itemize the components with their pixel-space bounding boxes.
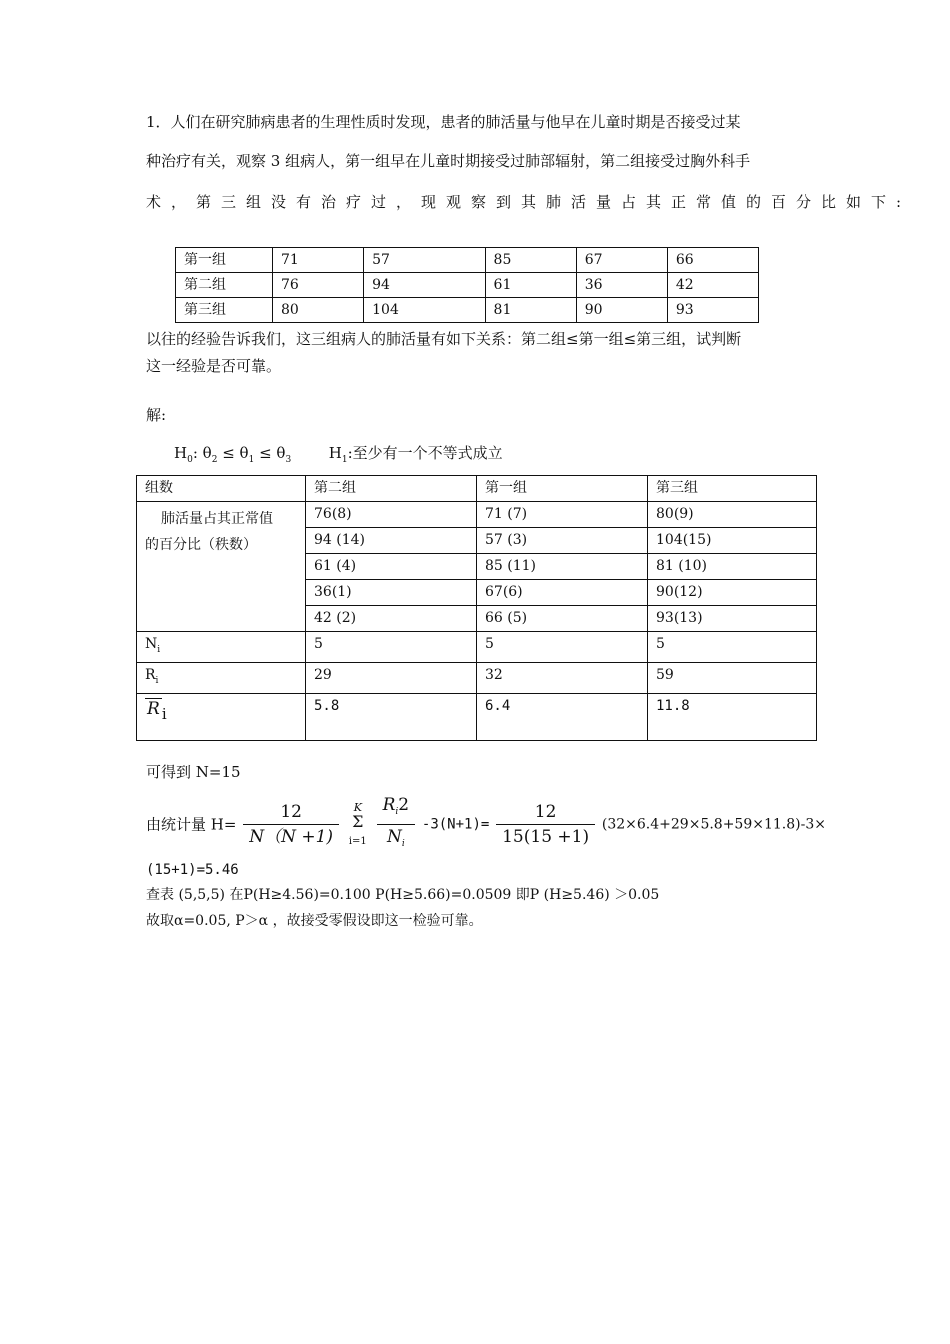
table-cell: 67 [576,248,667,273]
rbar-label-cell [137,694,306,741]
hypothesis-line [174,442,503,465]
table-cell: 5 [477,632,648,663]
table-cell: 76 [273,273,364,298]
problem-line-3: 术，第三组没有治疗过，现观察到其肺活量占其正常值的百分比如下: [146,193,912,211]
n-label: N [145,636,158,652]
fraction-3-numerator: 12 [496,800,595,825]
header-cell: 组数 [137,476,306,502]
table-row [176,248,759,273]
problem-line-2: 种治疗有关，观察 3 组病人，第一组早在儿童时期接受过肺部辐射，第二组接受过胸外科手 [146,152,751,170]
rbar-label: R [147,699,160,719]
table-cell: 67(6) [477,580,648,606]
table-cell: 80 [273,298,364,323]
formula-tail: (32×6.4+29×5.8+59×11.8)-3× [601,816,826,833]
h1-subscript: 1 [341,455,348,465]
fraction-2-denominator [377,825,416,856]
theta2-subscript: 2 [211,455,218,465]
table-cell: 71 (7) [477,502,648,528]
problem-after-line-2: 这一经验是否可靠。 [146,357,282,375]
table-header-row [137,476,817,502]
stat-label: 由统计量 H= [146,815,237,834]
le-symbol-1: ≤ θ [217,444,249,462]
table-cell: 61 (4) [306,554,477,580]
data-table [175,247,759,323]
calc-result-line: (15+1)=5.46 [146,862,239,878]
n-subscript: i [157,645,161,655]
table-cell: 57 [364,248,485,273]
table-cell: 81 (10) [648,554,817,580]
header-cell: 第三组 [648,476,817,502]
group-label: 第一组 [176,248,273,273]
table-cell: 6.4 [477,694,648,741]
summation [349,801,367,849]
rbar-subscript: i [161,705,167,723]
table-cell: 42 [667,273,758,298]
table-cell: 61 [485,273,576,298]
h0-relation: : θ [192,444,212,462]
table-cell: 93 [667,298,758,323]
rank-table [136,475,817,741]
table-cell: 93(13) [648,606,817,632]
table-cell: 85 (11) [477,554,648,580]
formula-middle: -3(N+1)= [421,816,490,833]
fraction-1 [243,800,339,849]
conclusion-line: 故取α=0.05, P＞α ，故接受零假设即这一检验可靠。 [146,913,483,929]
r-label-cell [137,663,306,694]
table-cell: 90 [576,298,667,323]
table-cell: 36 [576,273,667,298]
table-cell: 5 [306,632,477,663]
table-cell: 11.8 [648,694,817,741]
header-cell: 第一组 [477,476,648,502]
r-subscript-i: i [395,807,399,817]
problem-line-1: 1．人们在研究肺病患者的生理性质时发现，患者的肺活量与他早在儿童时期是否接受过某 [146,113,741,131]
fraction-2 [377,793,416,856]
table-row [137,663,817,694]
fraction-2-numerator [377,793,416,825]
h1-text: :至少有一个不等式成立 [347,444,503,462]
row-label-line-2: 的百分比（秩数） [145,537,257,553]
sigma-top: K [353,800,362,814]
table-cell: 94 (14) [306,528,477,554]
table-cell: 80(9) [648,502,817,528]
h0-subscript: 0 [187,455,193,465]
table-cell: 36(1) [306,580,477,606]
n-label-cell [137,632,306,663]
table-row [137,502,817,528]
table-cell: 104 [364,298,485,323]
r-label: R [145,667,156,683]
r-subscript: i [155,676,159,686]
problem-after-line-1: 以往的经验告诉我们，这三组病人的肺活量有如下关系：第二组≤第一组≤第三组，试判断 [146,330,742,348]
sigma-symbol: Σ [352,811,364,831]
group-label: 第三组 [176,298,273,323]
table-cell: 104(15) [648,528,817,554]
n-subscript-i: i [401,839,405,849]
theta3-subscript: 3 [285,455,292,465]
h0-symbol: H [174,444,188,462]
row-label [137,502,306,632]
h1-symbol: H [328,444,342,462]
fraction-3 [496,800,595,849]
calc-n-line: 可得到 N=15 [146,763,241,781]
row-label-line-1: 肺活量占其正常值 [161,511,273,527]
table-cell: 85 [485,248,576,273]
table-cell: 66 (5) [477,606,648,632]
table-row [176,273,759,298]
table-cell: 5 [648,632,817,663]
table-cell: 66 [667,248,758,273]
table-cell: 76(8) [306,502,477,528]
group-label: 第二组 [176,273,273,298]
table-cell: 42 (2) [306,606,477,632]
r-symbol: R [382,795,396,815]
theta1-subscript: 1 [248,455,255,465]
calc-lookup-line: 查表 (5,5,5) 在P(H≥4.56)=0.100 P(H≥5.66)=0.0509 即P (H≥5.46) ＞0.05 [146,887,660,903]
table-cell: 57 (3) [477,528,648,554]
table-cell: 81 [485,298,576,323]
r-power: 2 [398,795,410,815]
table-row [137,632,817,663]
fraction-1-denominator: N（N +1) [249,827,334,847]
formula-line [146,793,826,856]
le-symbol-2: ≤ θ [254,444,286,462]
table-row [137,694,817,741]
solution-heading: 解: [146,406,167,424]
sigma-bottom: i=1 [348,835,367,847]
table-cell: 32 [477,663,648,694]
table-cell: 5.8 [306,694,477,741]
fraction-1-numerator: 12 [243,800,339,825]
table-cell: 59 [648,663,817,694]
header-cell: 第二组 [306,476,477,502]
table-cell: 94 [364,273,485,298]
n-symbol: N [386,827,402,847]
table-cell: 71 [273,248,364,273]
table-row [176,298,759,323]
table-cell: 90(12) [648,580,817,606]
table-cell: 29 [306,663,477,694]
fraction-3-denominator: 15(15 +1) [502,827,590,847]
